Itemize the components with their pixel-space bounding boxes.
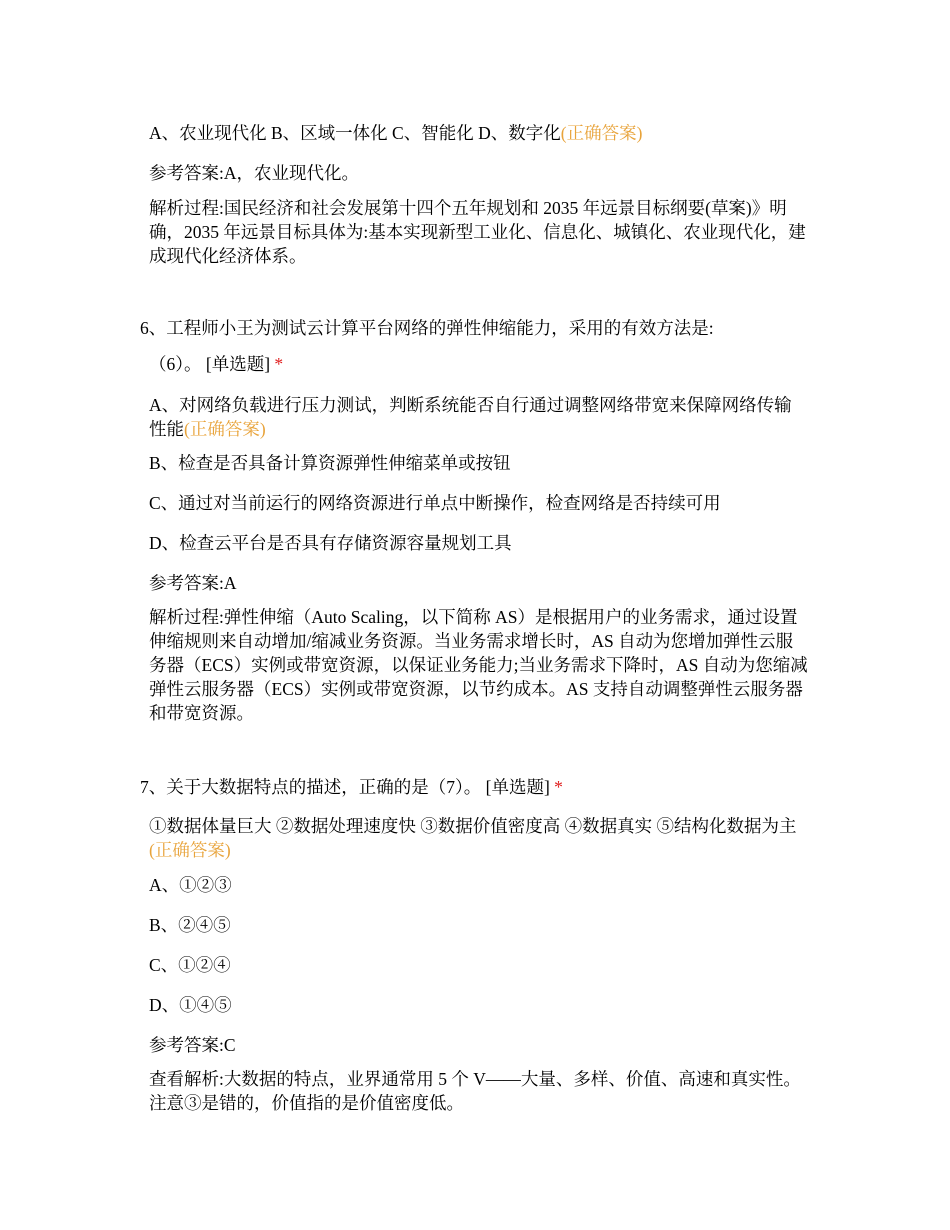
question-6-type: （6）。 [单选题]: [149, 354, 271, 374]
question-7-analysis: 查看解析:大数据的特点，业界通常用 5 个 V——大量、多样、价值、高速和真实性。注意③是错的，价值指的是价值密度低。: [149, 1069, 801, 1113]
prev-reference-answer: 参考答案:A，农业现代化。: [149, 163, 359, 183]
required-mark: *: [554, 777, 563, 797]
question-7-reference-answer: 参考答案:C: [149, 1035, 236, 1055]
question-7-option-a: A、①②③: [149, 875, 232, 895]
question-6-option-b: B、检查是否具备计算资源弹性伸缩菜单或按钮: [149, 453, 511, 473]
statement-text: ①数据体量巨大 ②数据处理速度快 ③数据价值密度高 ④数据真实 ⑤结构化数据为主: [149, 816, 797, 836]
question-6-option-d: D、检查云平台是否具有存储资源容量规划工具: [149, 533, 512, 553]
option-a-text: A、对网络负载进行压力测试，判断系统能否自行通过调整网络带宽来保障网络传输性能: [149, 395, 792, 439]
required-mark: *: [274, 354, 284, 374]
question-6-option-a: [149, 393, 809, 441]
question-7-option-d: D、①④⑤: [149, 995, 232, 1015]
question-7-option-c: C、①②④: [149, 955, 231, 975]
correct-answer-tag: (正确答案): [560, 123, 643, 143]
question-6-title: 6、工程师小王为测试云计算平台网络的弹性伸缩能力，采用的有效方法是:: [140, 318, 714, 338]
prev-analysis: 解析过程:国民经济和社会发展第十四个五年规划和 2035 年远景目标纲要(草案)》明确，2035 年远景目标具体为:基本实现新型工业化、信息化、城镇化、农业现代化，建成现代化经济体系。: [149, 198, 806, 266]
correct-answer-tag: (正确答案): [184, 419, 266, 439]
question-7-statement: [149, 814, 809, 862]
question-6-analysis: 解析过程:弹性伸缩（Auto Scaling，以下简称 AS）是根据用户的业务需求，通过设置伸缩规则来自动增加/缩减业务资源。当业务需求增长时，AS 自动为您增加弹性云服务器（ECS）实例或带宽资源，以保证业务能力;当业务需求下降时，AS 自动为您缩减弹性云服务器（ECS）实例或带宽资源，以节约成本。AS 支持自动调整弹性云服务器和带宽资源。: [149, 607, 808, 723]
prev-question-options: [149, 121, 809, 145]
question-6-reference-answer: 参考答案:A: [149, 573, 237, 593]
question-6-title-cont: [149, 352, 809, 376]
prev-options-text: A、农业现代化 B、区域一体化 C、智能化 D、数字化: [149, 123, 561, 143]
correct-answer-tag: (正确答案): [149, 840, 231, 860]
question-7-title: [140, 775, 810, 799]
question-6-option-c: C、通过对当前运行的网络资源进行单点中断操作，检查网络是否持续可用: [149, 493, 721, 513]
question-7-option-b: B、②④⑤: [149, 915, 231, 935]
question-7-title-text: 7、关于大数据特点的描述，正确的是（7）。 [单选题]: [140, 777, 550, 797]
